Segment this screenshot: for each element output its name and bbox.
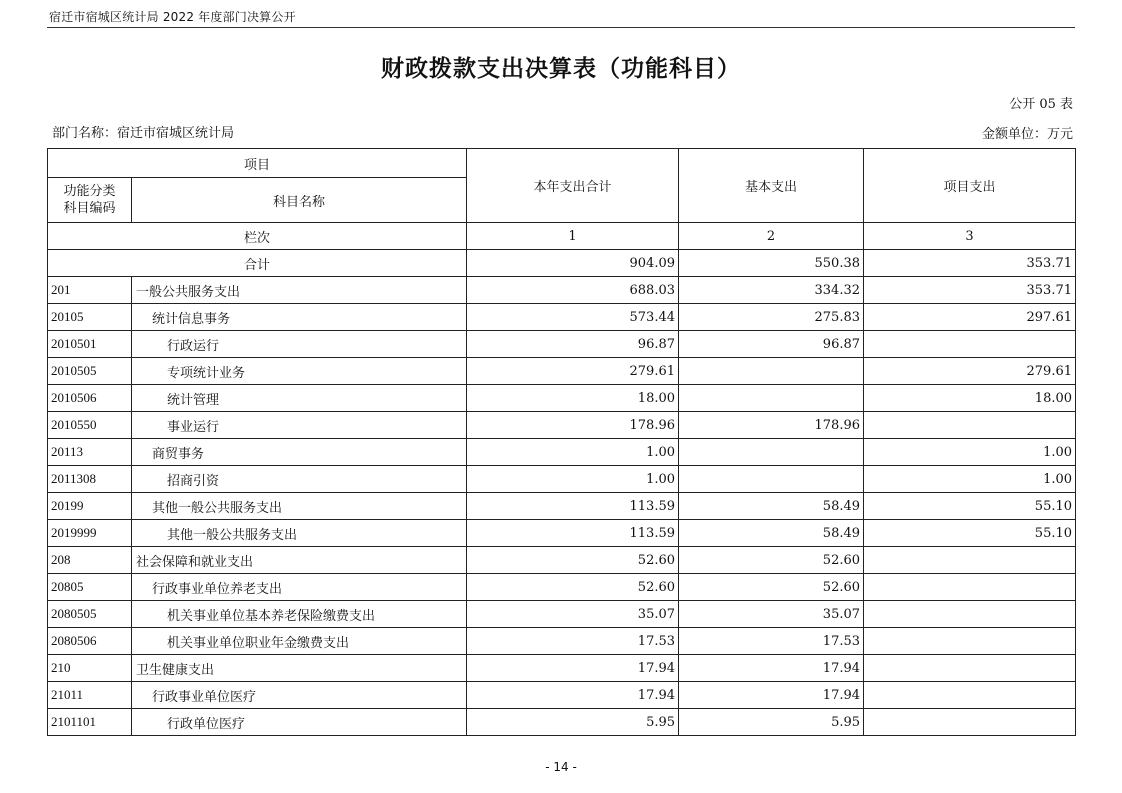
row-name: 行政事业单位养老支出 <box>132 574 467 601</box>
form-code: 公开 05 表 <box>1009 97 1073 112</box>
row-total: 1.00 <box>467 466 679 493</box>
row-total: 1.00 <box>467 439 679 466</box>
running-header: 宿迁市宿城区统计局 2022 年度部门决算公开 <box>49 10 296 24</box>
table-row <box>48 466 1076 493</box>
row-project <box>864 628 1076 655</box>
row-name: 其他一般公共服务支出 <box>132 520 467 547</box>
table-row <box>48 331 1076 358</box>
page-number: - 14 - <box>545 760 577 774</box>
row-code: 20105 <box>48 304 132 331</box>
row-project <box>864 574 1076 601</box>
row-code: 2080505 <box>48 601 132 628</box>
row-total: 96.87 <box>467 331 679 358</box>
row-code: 2010550 <box>48 412 132 439</box>
expenditure-table <box>47 148 1076 736</box>
row-total: 688.03 <box>467 277 679 304</box>
table-row <box>48 358 1076 385</box>
row-name: 统计信息事务 <box>132 304 467 331</box>
page-title: 财政拨款支出决算表（功能科目） <box>381 55 741 82</box>
row-name: 行政事业单位医疗 <box>132 682 467 709</box>
row-name: 行政单位医疗 <box>132 709 467 736</box>
table-row <box>48 412 1076 439</box>
row-code: 2101101 <box>48 709 132 736</box>
col-index-1: 1 <box>467 223 679 250</box>
row-project: 18.00 <box>864 385 1076 412</box>
row-project: 279.61 <box>864 358 1076 385</box>
row-project: 1.00 <box>864 466 1076 493</box>
table-row <box>48 493 1076 520</box>
row-project <box>864 331 1076 358</box>
header-basic: 基本支出 <box>679 149 864 223</box>
row-name: 卫生健康支出 <box>132 655 467 682</box>
row-total: 279.61 <box>467 358 679 385</box>
row-basic <box>679 385 864 412</box>
row-project <box>864 547 1076 574</box>
row-total: 5.95 <box>467 709 679 736</box>
row-basic <box>679 358 864 385</box>
row-project: 55.10 <box>864 493 1076 520</box>
row-project: 55.10 <box>864 520 1076 547</box>
row-total: 178.96 <box>467 412 679 439</box>
row-total: 17.94 <box>467 655 679 682</box>
row-basic: 58.49 <box>679 493 864 520</box>
row-basic: 52.60 <box>679 574 864 601</box>
row-code: 201 <box>48 277 132 304</box>
row-total: 17.94 <box>467 682 679 709</box>
header-code: 功能分类 科目编码 <box>48 178 132 223</box>
row-total: 17.53 <box>467 628 679 655</box>
row-basic <box>679 439 864 466</box>
table-row <box>48 628 1076 655</box>
row-basic: 17.94 <box>679 682 864 709</box>
header-total: 本年支出合计 <box>467 149 679 223</box>
row-name: 机关事业单位基本养老保险缴费支出 <box>132 601 467 628</box>
amount-unit: 金额单位：万元 <box>981 127 1073 142</box>
table-row <box>48 520 1076 547</box>
row-name: 事业运行 <box>132 412 467 439</box>
row-project <box>864 709 1076 736</box>
department-name: 部门名称：宿迁市宿城区统计局 <box>52 126 235 141</box>
table-row <box>48 574 1076 601</box>
col-index-3: 3 <box>864 223 1076 250</box>
total-project: 353.71 <box>864 250 1076 277</box>
header-rule <box>47 27 1075 28</box>
table-row <box>48 439 1076 466</box>
row-code: 21011 <box>48 682 132 709</box>
row-code: 208 <box>48 547 132 574</box>
row-name: 社会保障和就业支出 <box>132 547 467 574</box>
row-total: 52.60 <box>467 547 679 574</box>
row-code: 2010505 <box>48 358 132 385</box>
total-basic: 550.38 <box>679 250 864 277</box>
table-row <box>48 709 1076 736</box>
row-basic: 334.32 <box>679 277 864 304</box>
row-basic: 17.94 <box>679 655 864 682</box>
total-all: 904.09 <box>467 250 679 277</box>
row-code: 20113 <box>48 439 132 466</box>
row-basic: 35.07 <box>679 601 864 628</box>
row-code: 2019999 <box>48 520 132 547</box>
table-row <box>48 682 1076 709</box>
row-name: 招商引资 <box>132 466 467 493</box>
row-total: 18.00 <box>467 385 679 412</box>
row-project <box>864 601 1076 628</box>
row-basic <box>679 466 864 493</box>
row-basic: 275.83 <box>679 304 864 331</box>
table-row <box>48 601 1076 628</box>
row-name: 商贸事务 <box>132 439 467 466</box>
row-basic: 5.95 <box>679 709 864 736</box>
row-code: 2011308 <box>48 466 132 493</box>
row-project <box>864 655 1076 682</box>
row-total: 113.59 <box>467 493 679 520</box>
row-project: 1.00 <box>864 439 1076 466</box>
header-name: 科目名称 <box>132 178 467 223</box>
header-item: 项目 <box>48 149 467 178</box>
table-row <box>48 304 1076 331</box>
row-name: 统计管理 <box>132 385 467 412</box>
row-project <box>864 412 1076 439</box>
row-code: 210 <box>48 655 132 682</box>
row-basic: 96.87 <box>679 331 864 358</box>
row-project: 297.61 <box>864 304 1076 331</box>
row-name: 一般公共服务支出 <box>132 277 467 304</box>
total-label: 合计 <box>48 250 467 277</box>
row-name: 其他一般公共服务支出 <box>132 493 467 520</box>
row-total: 573.44 <box>467 304 679 331</box>
col-index-2: 2 <box>679 223 864 250</box>
col-index-label: 栏次 <box>48 223 467 250</box>
row-code: 2010506 <box>48 385 132 412</box>
header-project: 项目支出 <box>864 149 1076 223</box>
table-row <box>48 547 1076 574</box>
table-row <box>48 385 1076 412</box>
row-code: 2080506 <box>48 628 132 655</box>
row-project: 353.71 <box>864 277 1076 304</box>
row-code: 20805 <box>48 574 132 601</box>
row-name: 机关事业单位职业年金缴费支出 <box>132 628 467 655</box>
table-row <box>48 277 1076 304</box>
row-basic: 17.53 <box>679 628 864 655</box>
row-project <box>864 682 1076 709</box>
table-row <box>48 655 1076 682</box>
row-total: 113.59 <box>467 520 679 547</box>
row-total: 35.07 <box>467 601 679 628</box>
row-code: 20199 <box>48 493 132 520</box>
row-total: 52.60 <box>467 574 679 601</box>
row-basic: 58.49 <box>679 520 864 547</box>
row-name: 行政运行 <box>132 331 467 358</box>
row-code: 2010501 <box>48 331 132 358</box>
row-name: 专项统计业务 <box>132 358 467 385</box>
row-basic: 178.96 <box>679 412 864 439</box>
row-basic: 52.60 <box>679 547 864 574</box>
